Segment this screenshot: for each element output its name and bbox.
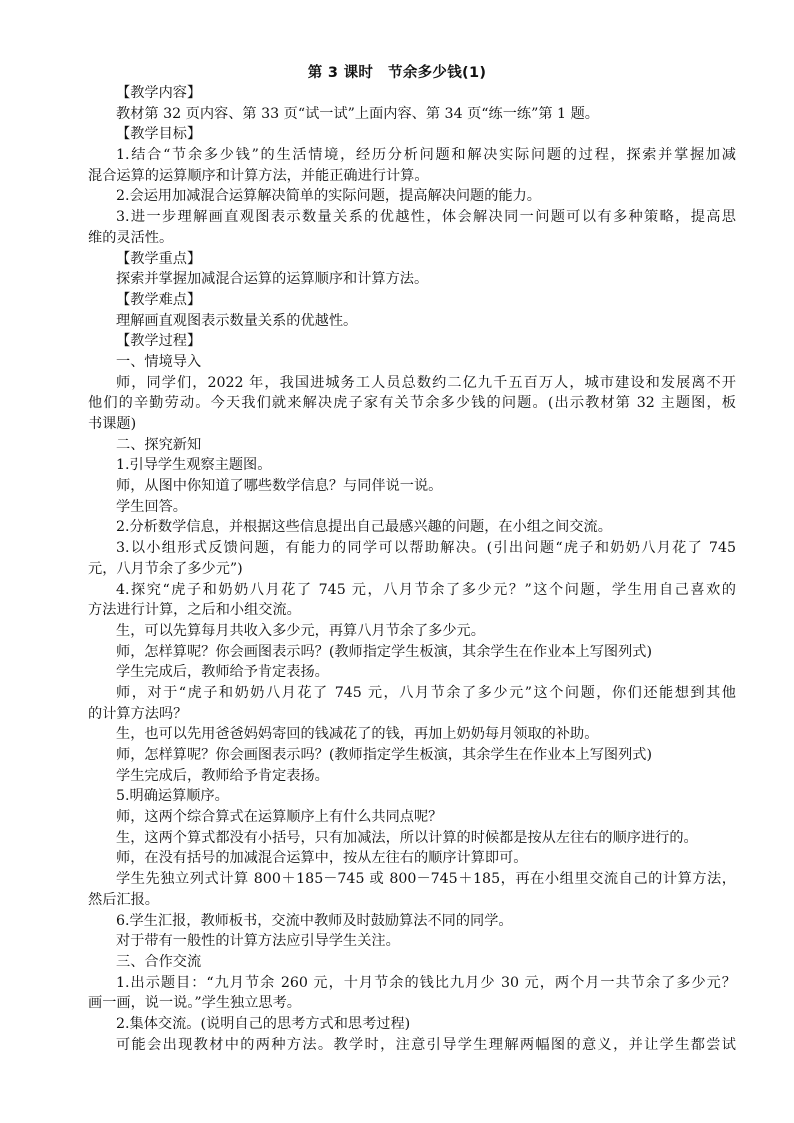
document-body — [88, 83, 736, 1055]
text-line: 师，这两个综合算式在运算顺序上有什么共同点呢？ — [116, 809, 443, 826]
text-line: 对于带有一般性的计算方法应引导学生关注。 — [116, 933, 400, 950]
text-line: 混合运算的运算顺序和计算方法，并能正确进行计算。 — [88, 167, 429, 184]
text-line: 【教学难点】 — [116, 291, 202, 308]
text-line: 1.出示题目：“九月节余 260 元，十月节余的钱比九月少 30 元，两个月一共节余了多少元？ — [116, 974, 736, 991]
text-line: 4.探究“虎子和奶奶八月花了 745 元，八月节余了多少元？”这个问题，学生用自己喜欢的 — [116, 581, 736, 598]
text-line: 1.引导学生观察主题图。 — [116, 457, 272, 474]
text-line: 学生完成后，教师给予肯定表扬。 — [116, 767, 329, 784]
text-line: 生，也可以先用爸爸妈妈寄回的钱减花了的钱，再加上奶奶每月领取的补助。 — [116, 726, 599, 743]
text-line: 一、情境导入 — [116, 353, 202, 370]
text-line: 【教学重点】 — [116, 250, 202, 267]
text-line: 可能会出现教材中的两种方法。教学时，注意引导学生理解两幅图的意义，并让学生都尝试 — [116, 1036, 736, 1053]
text-line: 1.结合“节余多少钱”的生活情境，经历分析问题和解决实际问题的过程，探索并掌握加减 — [116, 147, 736, 164]
page-title: 第 3 课时 节余多少钱(1) — [307, 65, 487, 81]
text-line: 【教学目标】 — [116, 126, 202, 143]
text-line: 3.以小组形式反馈问题，有能力的同学可以帮助解决。(引出问题“虎子和奶奶八月花了 745 — [116, 540, 736, 557]
text-line: 6.学生汇报，教师板书，交流中教师及时鼓励算法不同的同学。 — [116, 912, 513, 929]
text-line: 然后汇报。 — [88, 891, 159, 908]
text-line: 师，在没有括号的加减混合运算中，按从左往右的顺序计算即可。 — [116, 850, 528, 867]
text-line: 2.会运用加减混合运算解决简单的实际问题，提高解决问题的能力。 — [116, 188, 541, 205]
text-line: 元，八月节余了多少元”) — [88, 560, 243, 577]
text-line: 2.集体交流。(说明自己的思考方式和思考过程) — [116, 1015, 411, 1032]
text-line: 探索并掌握加减混合运算的运算顺序和计算方法。 — [116, 271, 429, 288]
text-line: 书课题) — [88, 416, 137, 432]
text-line: 教材第 32 页内容、第 33 页“试一试”上面内容、第 34 页“练一练”第 1 题。 — [116, 105, 599, 122]
text-line: 方法进行计算，之后和小组交流。 — [88, 602, 301, 619]
text-line: 理解画直观图表示数量关系的优越性。 — [116, 312, 358, 329]
text-line: 师，对于“虎子和奶奶八月花了 745 元，八月节余了多少元”这个问题，你们还能想到其他 — [116, 684, 736, 701]
text-line: 维的灵活性。 — [88, 229, 174, 246]
text-line: 师，从图中你知道了哪些数学信息？与同伴说一说。 — [116, 478, 443, 495]
text-line: 师，同学们，2022 年，我国进城务工人员总数约二亿九千五百万人，城市建设和发展离不开 — [116, 374, 736, 391]
text-line: 生，可以先算每月共收入多少元，再算八月节余了多少元。 — [116, 622, 485, 639]
text-line: 的计算方法吗？ — [88, 705, 188, 722]
text-line: 师，怎样算呢？你会画图表示吗？(教师指定学生板演，其余学生在作业本上写图列式) — [116, 643, 653, 660]
text-line: 5.明确运算顺序。 — [116, 788, 229, 805]
text-line: 学生回答。 — [116, 498, 187, 515]
text-line: 3.进一步理解画直观图表示数量关系的优越性，体会解决同一问题可以有多种策略，提高思 — [116, 209, 736, 226]
text-line: 学生完成后，教师给予肯定表扬。 — [116, 664, 329, 681]
text-line: 师，怎样算呢？你会画图表示吗？(教师指定学生板演，其余学生在作业本上写图列式) — [116, 747, 653, 763]
text-line: 他们的辛勤劳动。今天我们就来解决虎子家有关节余多少钱的问题。(出示教材第 32 主题图，板 — [88, 395, 736, 412]
text-line: 学生先独立列式计算 800＋185－745 或 800－745＋185，再在小组里交流自己的计算方法， — [116, 871, 736, 888]
text-line: 【教学内容】 — [116, 85, 202, 101]
text-line: 生，这两个算式都没有小括号，只有加减法，所以计算的时候都是按从左往右的顺序进行的。 — [116, 829, 698, 846]
text-line: 【教学过程】 — [116, 333, 202, 350]
text-line: 二、探究新知 — [116, 436, 202, 453]
text-line: 2.分析数学信息，并根据这些信息提出自己最感兴趣的问题，在小组之间交流。 — [116, 519, 612, 536]
text-line: 三、合作交流 — [116, 953, 202, 970]
text-line: 画一画，说一说。”学生独立思考。 — [88, 995, 301, 1012]
